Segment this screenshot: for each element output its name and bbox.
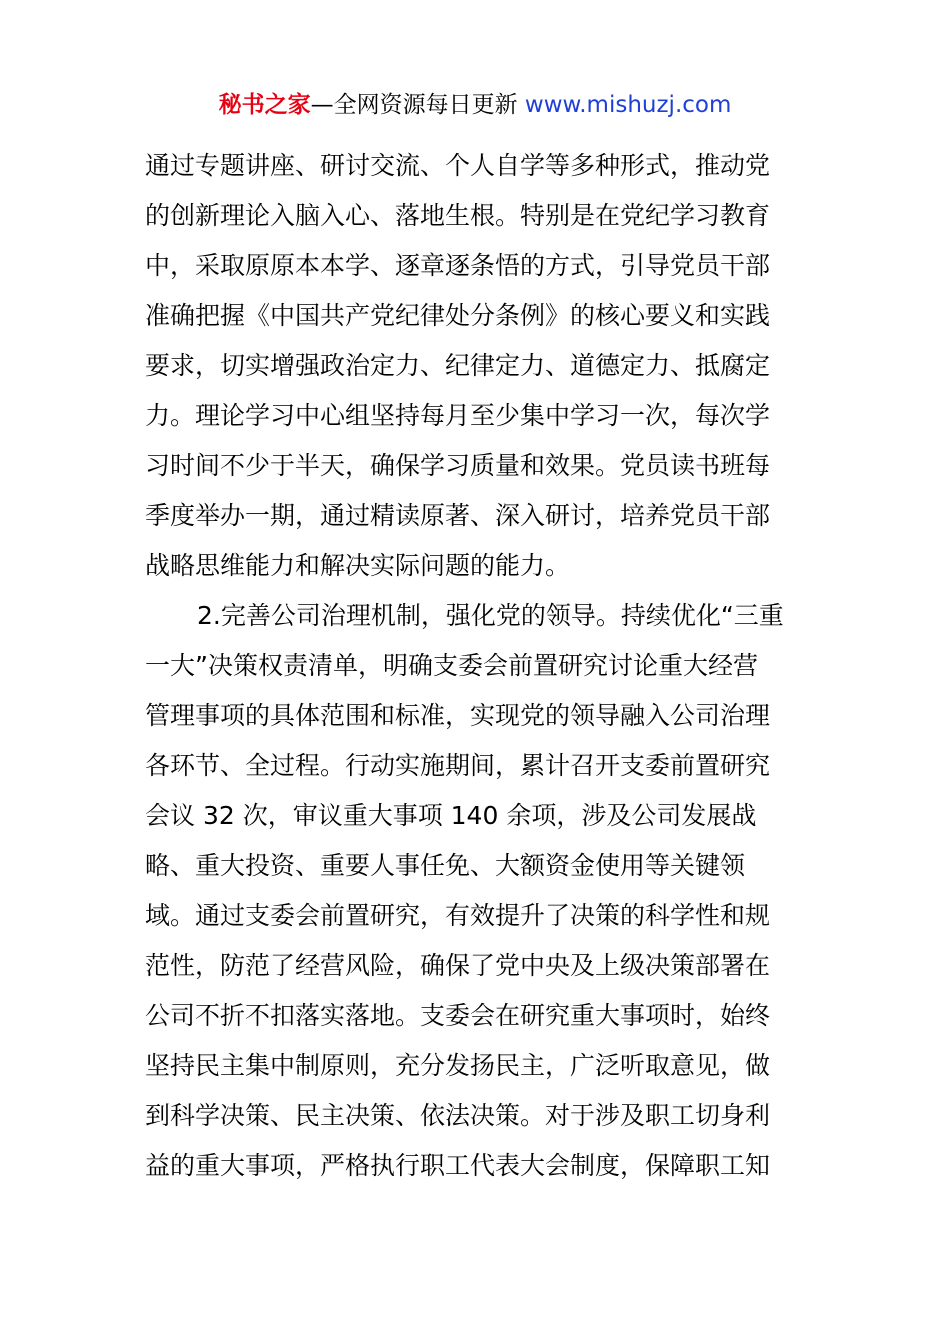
text-line: 要求，切实增强政治定力、纪律定力、道德定力、抵腐定 (145, 351, 771, 380)
text-line: 管理事项的具体范围和标准，实现党的领导融入公司治理 (145, 701, 771, 730)
page-header (0, 88, 950, 122)
text-line: 益的重大事项，严格执行职工代表大会制度，保障职工知 (145, 1151, 771, 1180)
text-line: 准确把握《中国共产党纪律处分条例》的核心要义和实践 (145, 301, 771, 330)
text-line: 2.完善公司治理机制，强化党的领导。持续优化“三重 (197, 601, 784, 630)
text-line: 通过专题讲座、研讨交流、个人自学等多种形式，推动党 (145, 151, 771, 180)
text-line: 坚持民主集中制原则，充分发扬民主，广泛听取意见，做 (145, 1051, 771, 1080)
text-line: 的创新理论入脑入心、落地生根。特别是在党纪学习教育 (145, 201, 771, 230)
text-line: 会议 32 次，审议重大事项 140 余项，涉及公司发展战 (145, 801, 757, 830)
site-tagline: —全网资源每日更新 (310, 92, 518, 118)
text-line: 略、重大投资、重要人事任免、大额资金使用等关键领 (145, 851, 746, 880)
text-line: 到科学决策、民主决策、依法决策。对于涉及职工切身利 (145, 1101, 771, 1130)
document-body (145, 146, 810, 1196)
text-line: 公司不折不扣落实落地。支委会在研究重大事项时，始终 (145, 1001, 771, 1030)
text-line: 范性，防范了经营风险，确保了党中央及上级决策部署在 (145, 951, 771, 980)
text-line: 各环节、全过程。行动实施期间，累计召开支委前置研究 (145, 751, 771, 780)
text-line: 域。通过支委会前置研究，有效提升了决策的科学性和规 (145, 901, 771, 930)
text-line: 季度举办一期，通过精读原著、深入研讨，培养党员干部 (145, 501, 771, 530)
text-line: 中，采取原原本本学、逐章逐条悟的方式，引导党员干部 (145, 251, 771, 280)
text-line: 习时间不少于半天，确保学习质量和效果。党员读书班每 (145, 451, 771, 480)
text-line: 战略思维能力和解决实际问题的能力。 (145, 551, 571, 580)
site-url-link[interactable]: www.mishuzj.com (524, 92, 732, 118)
site-brand: 秘书之家 (218, 92, 311, 118)
text-line: 一大”决策权责清单，明确支委会前置研究讨论重大经营 (145, 651, 758, 680)
text-line: 力。理论学习中心组坚持每月至少集中学习一次，每次学 (145, 401, 771, 430)
